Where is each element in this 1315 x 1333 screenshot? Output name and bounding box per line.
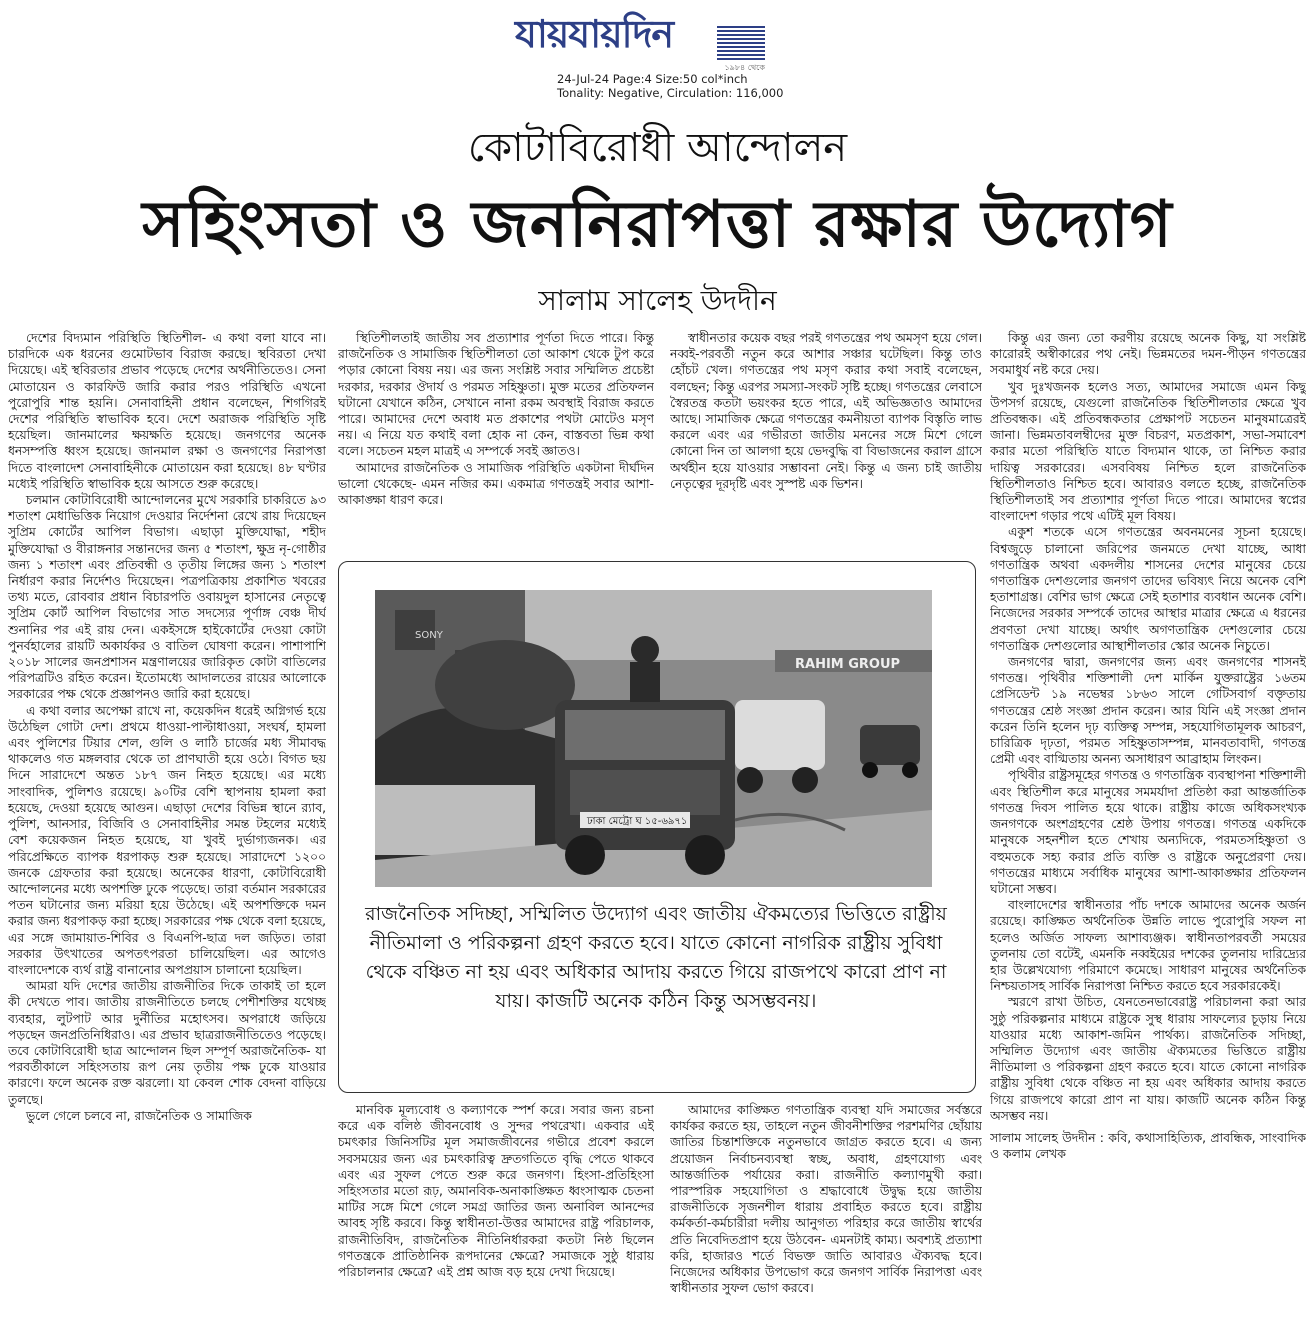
paragraph: দেশের বিদ্যমান পরিস্থিতি স্থিতিশীল- এ কথা বলা যাবে না। চারদিকে এক ধরনের গুমোটভাব বিরাজ করছে। স্থবিরতা দেখা দিয়েছে। এই স্থবিরতার প্রভাব পড়েছে দেশের অর্থনীতিতেও। সেনা মোতায়েন ও কারফিউ জারি করার পরও পরিস্থিতি এখনো পুরোপুরি শান্ত হয়নি। সেনাবাহিনী প্রধান বলেছেন, শিগগিরই দেশের পরিস্থিতি স্বাভাবিক হবে। দেশে অরাজক পরিস্থিতি সৃষ্টি হয়েছিল। জানমালের ক্ষয়ক্ষতি হয়েছে। জনগণের অনেক ধনসম্পত্তি ধ্বংস হয়েছে। জানমাল রক্ষা ও জনগণের নিরাপত্তা দিতে বাংলাদেশ সেনাবাহিনীকে মোতায়েন করা হয়েছে। ৪৮ ঘণ্টার মধ্যেই পরিস্থিতি স্বাভাবিক হয়ে আসতে শুরু করেছে। bbox=[8, 331, 326, 491]
paragraph: স্থিতিশীলতাই জাতীয় সব প্রত্যাশার পূর্ণতা দিতে পারে। কিন্তু রাজনৈতিক ও সামাজিক স্থিতিশীলতা তো আকাশ থেকে টুপ করে পড়ার কোনো বিষয় নয়। এর জন্য সংশ্লিষ্ট সবার সম্মিলিত প্রচেষ্টা দরকার, দরকার ঔদার্য ও পরমত সহিষ্ণুতা। মুক্ত মতের প্রতিফলন ঘটানো যেখানে কঠিন, সেখানে নানা রকম অবস্থাই বিরাজ করতে পারে। আমাদের দেশে অবাধ মত প্রকাশের পথটা মোটেও মসৃণ নয়। এ নিয়ে যত কথাই বলা হোক না কেন, বাস্তবতা ভিন্ন কথা বলে। সচেতন মহল মাত্রই এ সম্পর্কে সবই জ্ঞাতও। bbox=[338, 331, 654, 459]
article-column-2-bottom bbox=[338, 1102, 654, 1326]
pull-quote: রাজনৈতিক সদিচ্ছা, সম্মিলিত উদ্যোগ এবং জাতীয় ঐকমত্যের ভিত্তিতে রাষ্ট্রীয় নীতিমালা ও পরিকল্পনা গ্রহণ করতে হবে। যাতে কোনো নাগরিক রাষ্ট্রীয় সুবিধা থেকে বঞ্চিত না হয় এবং অধিকার আদায় করতে গিয়ে রাজপথে কারো প্রাণ না যায়। কাজটি অনেক কঠিন কিন্তু অসম্ভবনয়। bbox=[365, 903, 947, 1012]
article-headline: সহিংসতা ও জননিরাপত্তা রক্ষার উদ্যোগ bbox=[142, 188, 1173, 262]
paragraph: এ কথা বলার অপেক্ষা রাখে না, কয়েকদিন ধরেই অগ্নিগর্ভ হয়ে উঠেছিল গোটা দেশ। প্রথমে ধাওয়া-পাল্টাধাওয়া, সংঘর্ষ, হামলা এবং পুলিশের টিয়ার শেল, গুলি ও লাঠি চার্জের মধ্য সীমাবদ্ধ থাকলেও গত মঙ্গলবার থেকে তা প্রাণঘাতী হয়ে ওঠে। বিগত ছয় দিনে সারাদেশে অন্তত ১৮৭ জন নিহত হয়েছে। এর মধ্যে সাংবাদিক, পুলিশও রয়েছে। ৯০টির বেশি স্থাপনায় হামলা করা হয়েছে, দেওয়া হয়েছে আগুন। এছাড়া দেশের বিভিন্ন স্থানে র‌্যাব, পুলিশ, আনসার, বিজিবি ও সেনাবাহিনীর সমন্ত টহলের মধ্যেই বেশ কয়েকজন নিহত হয়েছে, যা খুবই দুর্ভাগ্যজনক। এর পরিপ্রেক্ষিতে ব্যাপক ধরপাকড় শুরু হয়েছে। সারাদেশে ১২০০ জনকে গ্রেফতার করা হয়েছে। অনেকের ধারণা, কোটাবিরোধী আন্দোলনের মধ্যে অপশক্তি ঢুকে পড়েছে। তারা বর্তমান সরকারের পতন ঘটানোর জন্য মরিয়া হয়ে উঠেছে। এই অপশক্তিকে দমন করার জন্য ধরপাকড় করা হচ্ছে। সরকারের পক্ষ থেকে বলা হয়েছে, এর সঙ্গে জামায়াত-শিবির ও বিএনপি-ছাত্র দল জড়িত। তারা সরকার উৎখাতের অপতৎপরতা চালিয়েছিল। এর আগেও বাংলাদেশকে ব্যর্থ রাষ্ট্র বানানোর অপপ্রয়াস চালানো হয়েছিল। bbox=[8, 703, 326, 977]
paragraph: আমাদের কাঙ্ক্ষিত গণতান্ত্রিক ব্যবস্থা যদি সমাজের সর্বস্তরে কার্যকর করতে হয়, তাহলে নতুন জীবনীশক্তির পরশমণির ছোঁয়ায় জাতির চিন্তাশক্তিকে নতুনভাবে জাগ্রত করতে হবে। এ জন্য প্রয়োজন নির্বাচনব্যবস্থা স্বচ্ছ, অবাধ, গ্রহণযোগ্য এবং আন্তর্জাতিক পর্যায়ের করা। রাজনীতি কল্যাণমুখী করা। পারস্পরিক সহযোগিতা ও শ্রদ্ধাবোধে উদ্বুদ্ধ হয়ে জাতীয় রাজনীতিকে সৃজনশীল ধারায় প্রবাহিত করতে হবে। রাষ্ট্রীয় কর্মকর্তা-কর্মচারীরা দলীয় আনুগত্য পরিহার করে জাতীয় স্বার্থের প্রতি নিবেদিতপ্রাণ হয়ে উঠবেন- এমনটাই কাম্য। অবশ্যই প্রত্যাশা করি, হাজারও শর্তে বিভক্ত জাতি আবারও ঐক্যবদ্ধ হবে। নিজেদের অধিকার উপভোগ করে জনগণ সার্বিক নিরাপত্তা এবং স্বাধীনতার সুফল ভোগ করবে। bbox=[670, 1103, 982, 1296]
article-column-3-top bbox=[670, 330, 982, 540]
paragraph: একুশ শতকে এসে গণতন্ত্রের অবনমনের সূচনা হয়েছে। বিশ্বজুড়ে চালানো জরিপের জনমতে দেখা যাচ্ছে, আধা গণতান্ত্রিক অথবা একদলীয় শাসনের দেশের মানুষের চেয়ে গণতান্ত্রিক দেশগুলোর জনগণ তাদের ভবিষ্যৎ নিয়ে অনেক বেশি হতাশাগ্রস্ত। বেশির ভাগ ক্ষেত্রে সেই হতাশার ব্যবধান অনেক বেশি। নিজেদের সরকার সম্পর্কে তাদের আস্থার মাত্রার ক্ষেত্রে এ ধরনের প্রবণতা দেখা যাচ্ছে। অর্থাৎ অগণতান্ত্রিক দেশগুলোর চেয়ে গণতান্ত্রিক দেশগুলোর আস্থাশীলতার স্কোর অনেক নিচুতে। bbox=[990, 525, 1306, 653]
newspaper-masthead bbox=[515, 8, 765, 72]
article-column-4 bbox=[990, 330, 1306, 1325]
photo-sign-rahim: RAHIM GROUP bbox=[795, 657, 901, 672]
paragraph: স্বাধীনতার কয়েক বছর পরই গণতন্ত্রের পথ অমসৃণ হয়ে গেল। নব্বই-পরবর্তী নতুন করে আশার সঞ্চার ঘটেছিল। কিন্তু তাও হোঁচট খেল। গণতন্ত্রের পথ মসৃণ করার কথা সবাই বলেছেন, বলছেন; কিন্তু এরপর সমস্যা-সংকট সৃষ্টি হচ্ছে। গণতন্ত্রের লেবাসে স্বৈরতন্ত্র কতটা ভয়ংকর হতে পারে, এই অভিজ্ঞতাও আমাদের আছে। সামাজিক ক্ষেত্রে গণতন্ত্রের কমনীয়তা ব্যাপক বিস্তৃতি লাভ করলে এবং এর গভীরতা জাতীয় মননের সঙ্গে মিশে গেলে কোনো দিন তা আলগা হয়ে ভেদবুদ্ধি বা বিভাজনের করাল গ্রাসে অর্থহীন হয়ে যাওয়ার সম্ভাবনা নেই। কিন্তু এ জন্য চাই জাতীয় নেতৃত্বের দূরদৃষ্টি এবং সুস্পষ্ট এক ভিশন। bbox=[670, 331, 982, 491]
article-column-3-bottom bbox=[670, 1102, 982, 1326]
logo-since: ১৯৮৪ থেকে bbox=[724, 63, 765, 72]
paragraph: ভুলে গেলে চলবে না, রাজনৈতিক ও সামাজিক bbox=[26, 1108, 252, 1123]
paragraph: মানবিক মূল্যবোধ ও কল্যাণকে স্পর্শ করে। সবার জন্য রচনা করে এক বলিষ্ঠ জীবনবোধ ও সুন্দর পথরেখা। একবার এই চমৎকার জিনিসটির মূল সমাজজীবনের গভীরে প্রবেশ করলে সবসময়ের জন্য এর চমৎকারিত্ব দ্রুতগতিতে বৃদ্ধি পেতে থাকবে এবং এর সুফল পেতে শুরু করে জনগণ। হিংসা-প্রতিহিংসা সহিংসতার মতো রূঢ়, অমানবিক-অনাকাঙ্ক্ষিত ধ্বংসাত্মক চেতনা মাটির সঙ্গে মিশে গেলে সমগ্র জাতির জন্য অনাবিল আনন্দের আবহ সৃষ্টি করবে। কিন্তু স্বাধীনতা-উত্তর আমাদের রাষ্ট্র পরিচালক, রাজনীতিবিদ, রাজনৈতিক নীতিনির্ধারকরা কতটা নিষ্ঠ ছিলেন গণতন্ত্রকে প্রাতিষ্ঠানিক রূপদানের ক্ষেত্রে? সমাজকে সুষ্ঠু ধারায় পরিচালনার ক্ষেত্রে? এই প্রশ্ন আজ বড় হয়ে দেখা দিয়েছে। bbox=[338, 1103, 654, 1280]
photo-illustration bbox=[375, 590, 932, 887]
meta-line-2: Tonality: Negative, Circulation: 116,000 bbox=[557, 86, 784, 100]
clipping-meta bbox=[557, 72, 783, 100]
meta-line-1: 24-Jul-24 Page:4 Size:50 col*inch bbox=[557, 72, 748, 86]
article-kicker: কোটাবিরোধী আন্দোলন bbox=[467, 125, 848, 171]
paragraph: খুব দুঃখজনক হলেও সত্য, আমাদের সমাজে এমন কিছু উপসর্গ রয়েছে, যেগুলো রাজনৈতিক স্থিতিশীলতার ক্ষেত্রে খুব প্রতিবন্ধক। এই প্রতিবন্ধকতার প্রেক্ষাপট সচেতন মানুষমাত্রেরই জানা। ভিন্নমতাবলম্বীদের মুক্ত বিচরণ, মতপ্রকাশ, সভা-সমাবেশ করার মতো পরিস্থিতি যাতে বিদ্যমান থাকে, তা নিশ্চিত করার দায়িত্ব সরকারের। এসববিষয় নিশ্চিত হলে রাজনৈতিক স্থিতিশীলতাও নিশ্চিত হবে। আবারও বলতে হচ্ছে, রাজনৈতিক স্থিতিশীলতাই সব প্রত্যাশার পূর্ণতা দিতে পারে। আমাদের স্বপ্নের বাংলাদেশ গড়ার পথে এটিই মূল বিষয়। bbox=[990, 379, 1306, 524]
logo-stripes bbox=[717, 26, 765, 60]
author-signature: সালাম সালেহ উদদীন : কবি, কথাসাহিত্যিক, প্রাবন্ধিক, সাংবাদিক ও কলাম লেখক bbox=[990, 1130, 1306, 1162]
paragraph: বাংলাদেশের স্বাধীনতার পাঁচ দশকে আমাদের অনেক অর্জন রয়েছে। কাঙ্ক্ষিত অর্থনৈতিক উন্নতি লাভে পুরোপুরি সফল না হলেও অর্জিত সাফল্য আশাব্যঞ্জক। স্বাধীনতাপরবর্তী সময়ের তুলনায় তো বটেই, এমনকি নব্বইয়ের দশকের তুলনায় দারিদ্র্যের হার উল্লেখযোগ্য পরিমাণে কমেছে। সাধারণ মানুষের অর্থনৈতিক নিশ্চয়তাসহ সার্বিক নিরাপত্তা নিশ্চিত করতে হবে সরকারকেই। bbox=[990, 898, 1306, 994]
paragraph: আমরা যদি দেশের জাতীয় রাজনীতির দিকে তাকাই তা হলে কী দেখতে পাব। জাতীয় রাজনীতিতে চলছে পেশীশক্তির যথেচ্ছ ব্যবহার, লুটপাট আর দুর্নীতির মহোৎসব। অপরাধে জড়িয়ে পড়ছেন জনপ্রতিনিধিরাও। এর প্রভাব ছাত্ররাজনীতিতেও পড়েছে। তবে কোটাবিরোধী ছাত্র আন্দোলন ছিল সম্পূর্ণ অরাজনৈতিক- যা পরবর্তীকালে সহিংসতায় রূপ নেয় তৃতীয় পক্ষ ঢুকে যাওয়ার কারণে। ফলে অনেক রক্ত ঝরলো। যা কেবল শোক বেদনা বাড়িয়ে তুলছে। bbox=[8, 979, 326, 1107]
newspaper-logo: যায়যায়দিন bbox=[515, 12, 674, 56]
paragraph: জনগণের দ্বারা, জনগণের জন্য এবং জনগণের শাসনই গণতন্ত্র। পৃথিবীর শক্তিশালী দেশ মার্কিন যুক্তরাষ্ট্রের ১৬তম প্রেসিডেন্ট ১৯ নভেম্বর ১৮৬৩ সালে গেটিসবার্গ বক্তৃতায় গণতন্ত্রের শ্রেষ্ঠ সংজ্ঞা প্রদান করেন। আর যিনি এই সংজ্ঞা প্রদান করেন তিনি হলেন দৃঢ় ব্যক্তিত্ব সম্পন্ন, সহযোগিতামূলক আচরণ, চারিত্রিক দৃঢ়তা, পরমত সহিষ্ণুতাসম্পন্ন, মানবতাবাদী, গণতন্ত্র প্রেমী এবং বাগ্মিতায় অনন্য অসাধারণ আব্রাহাম লিংকন। bbox=[990, 655, 1306, 767]
article-byline: সালাম সালেহ উদদীন bbox=[538, 284, 777, 317]
paragraph: আমাদের রাজনৈতিক ও সামাজিক পরিস্থিতি একটানা দীর্ঘদিন ভালো থেকেছে- এমন নজির কম। একমাত্র গণতন্ত্রই সবার আশা-আকাঙ্ক্ষা ধারণ করে। bbox=[338, 460, 654, 508]
news-photo bbox=[375, 590, 932, 887]
article-column-1 bbox=[8, 330, 326, 1325]
paragraph: চলমান কোটাবিরোধী আন্দোলনের মুখে সরকারি চাকরিতে ৯৩ শতাংশ মেধাভিত্তিক নিয়োগ দেওয়ার নির্দেশনা রেখে রায় দিয়েছেন সুপ্রিম কোর্টের আপিল বিভাগ। এছাড়া মুক্তিযোদ্ধা, শহীদ মুক্তিযোদ্ধা ও বীরাঙ্গনার সন্তানদের জন্য ৫ শতাংশ, ক্ষুদ্র নৃ-গোষ্ঠীর জন্য ১ শতাংশ এবং প্রতিবন্ধী ও তৃতীয় লিঙ্গের জন্য ১ শতাংশ নির্ধারণ করার নির্দেশও দিয়েছেন। পত্রপত্রিকায় প্রকাশিত খবরের তথ্য মতে, রোববার প্রধান বিচারপতি ওবায়দুল হাসানের নেতৃত্বে সুপ্রিম কোর্ট আপিল বিভাগের সাত সদস্যের পূর্ণাঙ্গ বেঞ্চ দীর্ঘ শুনানির পর এই রায় দেন। একইসঙ্গে হাইকোর্টের দেওয়া কোটা পুনর্বহালের রায়টি অকার্যকর ও বাতিল ঘোষণা করেন। পাশাপাশি ২০১৮ সালের জনপ্রশাসন মন্ত্রণালয়ের জারিকৃত কোটা বাতিলের পরিপত্রটিও রহিত করেন। ইতোমধ্যে আদালতের রায়ের আলোকে সরকারের পক্ষ থেকে প্রজ্ঞাপনও জারি করা হয়েছে। bbox=[8, 493, 326, 702]
photo-sign-sony: SONY bbox=[415, 630, 443, 641]
paragraph: স্মরণে রাখা উচিত, যেনতেনভাবেরাষ্ট্র পরিচালনা করা আর সুষ্ঠু পরিকল্পনার মাধ্যমে রাষ্ট্রকে সুস্থ ধারায় সাফল্যের চূড়ায় নিয়ে যাওয়ার মধ্যে আকাশ-জমিন পার্থক্য। রাজনৈতিক সদিচ্ছা, সম্মিলিত উদ্যোগ এবং জাতীয় ঐক্যমতের ভিত্তিতে রাষ্ট্রীয় নীতিমালা ও পরিকল্পনা গ্রহণ করতে হবে। যাতে কোনো নাগরিক রাষ্ট্রীয় সুবিধা থেকে বঞ্চিত না হয় এবং অধিকার আদায় করতে গিয়ে রাজপথে কারো প্রাণ না যায়। কাজটি অনেক কঠিন কিন্তু অসম্ভব নয়। bbox=[990, 995, 1306, 1123]
article-column-2-top bbox=[338, 330, 654, 540]
paragraph: পৃথিবীর রাষ্ট্রসমূহের গণতন্ত্র ও গণতান্ত্রিক ব্যবস্থাপনা শক্তিশালী এবং স্থিতিশীল করে মানুষের সমমর্যাদা প্রতিষ্ঠা করা আন্তর্জাতিক গণতন্ত্র দিবস পালিত হয়ে থাকে। রাষ্ট্রীয় কাজে অধিকসংখ্যক জনগণকে অংশগ্রহণের শ্রেষ্ঠ উপায় গণতন্ত্র। গণতন্ত্র একদিকে মানুষকে সহনশীল হতে শেখায় অন্যদিকে, পরমতসহিষ্ণুতা ও বহুমতকে সহ্য করার প্রতি ব্যক্তি ও রাষ্ট্রকে অনুপ্রেরণা দেয়। গণতন্ত্রের মাধ্যমে সর্বাধিক মানুষের আশা-আকাঙ্ক্ষার প্রতিফলন ঘটানো সম্ভব। bbox=[990, 768, 1306, 896]
photo-plate: ঢাকা মেট্রো ঘ ১৫-৬৯৭১ bbox=[587, 816, 688, 827]
paragraph: কিন্তু এর জন্য তো করণীয় রয়েছে অনেক কিছু, যা সংশ্লিষ্ট কারোরই অস্বীকারের পথ নেই। ভিন্নমতের দমন-পীড়ন গণতন্ত্রের সবমাধুর্য নষ্ট করে দেয়। bbox=[990, 331, 1306, 378]
